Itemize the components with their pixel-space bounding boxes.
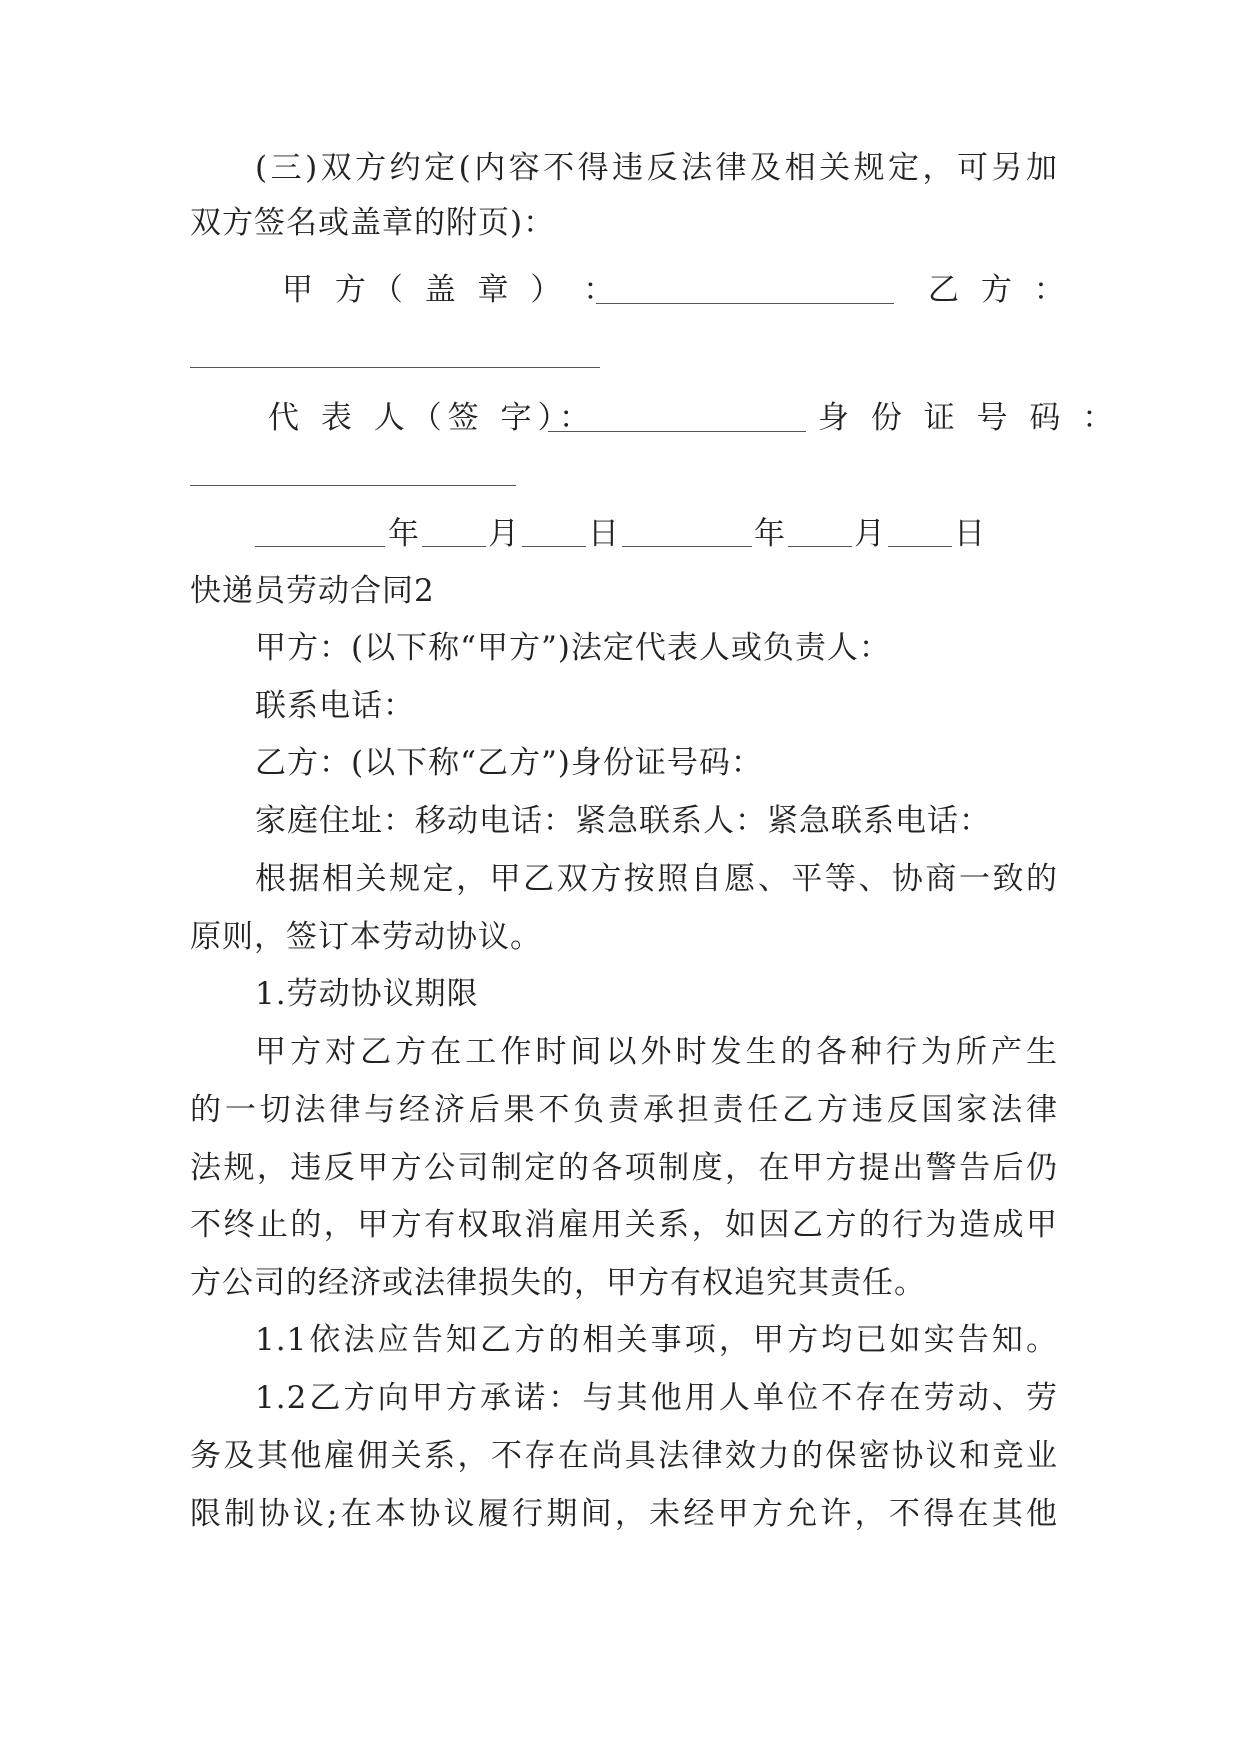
party-a-seal-label: 甲 方（ 盖 章 ） ： bbox=[282, 272, 621, 308]
section-title: 1.劳动协议期限 bbox=[255, 976, 479, 1012]
paragraph-line: (三)双方约定(内容不得违反法律及相关规定，可另加 bbox=[255, 150, 1058, 186]
date-month-label: 月 bbox=[488, 516, 520, 552]
date-day-label: 日 bbox=[954, 516, 986, 552]
date-year-label: 年 bbox=[388, 516, 420, 552]
paragraph-line: 不终止的，甲方有权取消雇用关系，如因乙方的行为造成甲 bbox=[190, 1207, 1058, 1243]
paragraph-line: 双方签名或盖章的附页)： bbox=[190, 205, 556, 241]
party-b-label: 乙 方 ： bbox=[928, 272, 1071, 308]
paragraph-line: 原则，签订本劳动协议。 bbox=[190, 919, 542, 955]
date-blank bbox=[788, 546, 852, 547]
date-blank bbox=[422, 546, 486, 547]
date-year-label: 年 bbox=[754, 516, 786, 552]
date-blank bbox=[522, 546, 586, 547]
id-number-label: 身 份 证 号 码 ： bbox=[818, 400, 1120, 436]
id-number-blank bbox=[190, 485, 516, 486]
representative-blank bbox=[548, 431, 806, 432]
date-day-label: 日 bbox=[588, 516, 620, 552]
paragraph-line: 的一切法律与经济后果不负责承担责任乙方违反国家法律 bbox=[190, 1092, 1058, 1128]
paragraph-line: 乙方：(以下称“乙方”)身份证号码： bbox=[255, 745, 763, 781]
paragraph-line: 限制协议;在本协议履行期间，未经甲方允许，不得在其他 bbox=[190, 1496, 1058, 1532]
date-month-label: 月 bbox=[854, 516, 886, 552]
paragraph-line: 方公司的经济或法律损失的，甲方有权追究其责任。 bbox=[190, 1265, 926, 1301]
paragraph-line: 家庭住址：移动电话：紧急联系人：紧急联系电话： bbox=[255, 803, 991, 839]
paragraph-line: 法规，违反甲方公司制定的各项制度，在甲方提出警告后仍 bbox=[190, 1150, 1058, 1186]
party-a-seal-blank bbox=[596, 303, 894, 304]
date-blank bbox=[622, 546, 752, 547]
date-blank bbox=[255, 546, 385, 547]
paragraph-line: 甲方：(以下称“甲方”)法定代表人或负责人： bbox=[255, 630, 891, 666]
paragraph-line: 甲方对乙方在工作时间以外时发生的各种行为所产生 bbox=[255, 1034, 1058, 1070]
paragraph-line: 根据相关规定，甲乙双方按照自愿、平等、协商一致的 bbox=[255, 861, 1058, 897]
paragraph-line: 1.1依法应告知乙方的相关事项，甲方均已如实告知。 bbox=[255, 1322, 1058, 1358]
paragraph-line: 1.2乙方向甲方承诺：与其他用人单位不存在劳动、劳 bbox=[255, 1380, 1058, 1416]
date-blank bbox=[888, 546, 952, 547]
party-b-blank bbox=[190, 367, 600, 368]
paragraph-line: 务及其他雇佣关系，不存在尚具法律效力的保密协议和竞业 bbox=[190, 1438, 1058, 1474]
paragraph-line: 联系电话： bbox=[255, 688, 415, 724]
representative-label: 代 表 人（签 字）： bbox=[268, 400, 597, 436]
document-title: 快递员劳动合同2 bbox=[190, 573, 435, 609]
